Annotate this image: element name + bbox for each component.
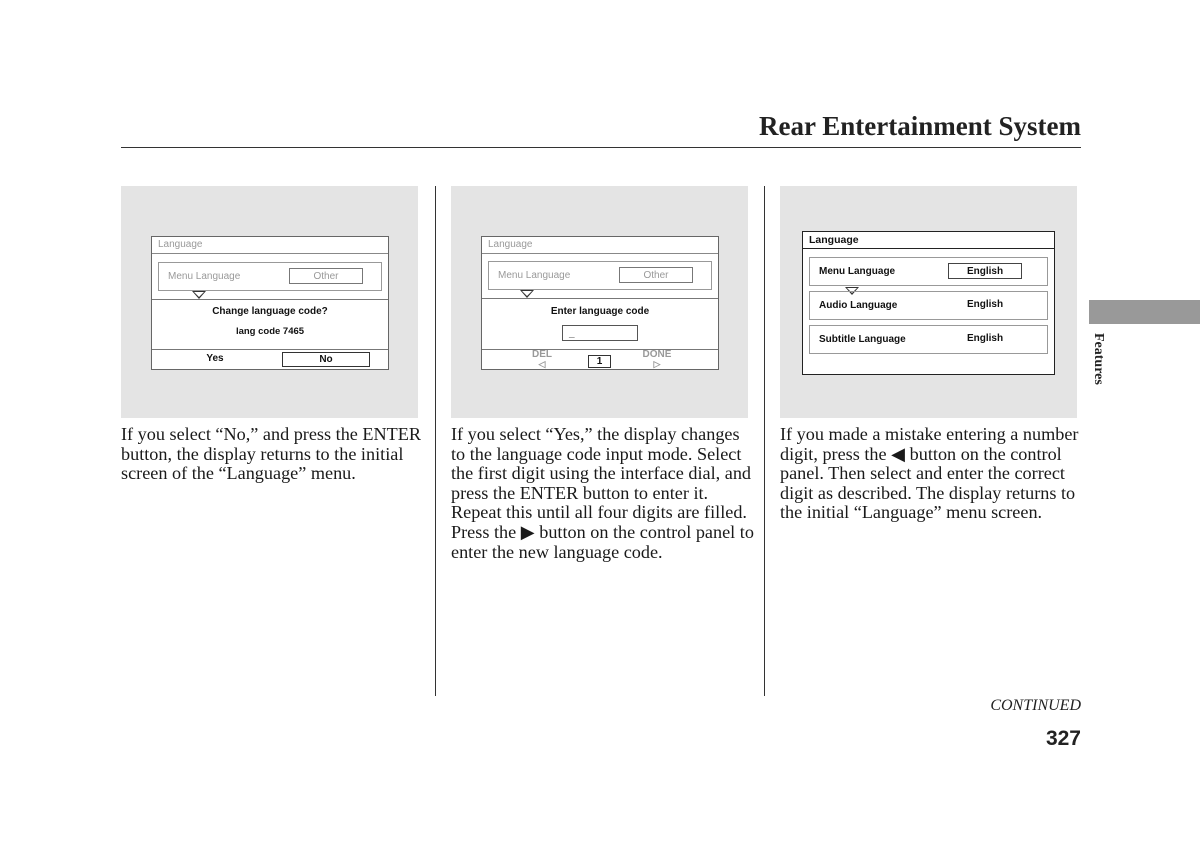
digit-selector[interactable]: 1 bbox=[588, 355, 611, 368]
display-screen bbox=[151, 236, 389, 370]
caption-no-selection: If you select “No,” and press the ENTER button, the display returns to the initial screen of the “Language” menu. bbox=[121, 424, 421, 484]
yes-button[interactable]: Yes bbox=[206, 353, 224, 364]
dialog-button-bar bbox=[152, 349, 388, 369]
audio-language-row[interactable] bbox=[809, 291, 1048, 320]
screen-title: Language bbox=[158, 239, 203, 250]
down-arrow-icon bbox=[192, 291, 206, 299]
row-label: Subtitle Language bbox=[819, 334, 906, 345]
row-label: Menu Language bbox=[168, 271, 241, 282]
screen-title: Language bbox=[809, 234, 859, 246]
input-button-bar bbox=[482, 349, 718, 369]
left-arrow-icon: ◁ bbox=[538, 359, 546, 369]
row-label: Audio Language bbox=[819, 300, 898, 311]
delete-button[interactable] bbox=[522, 349, 562, 369]
subtitle-language-row[interactable] bbox=[809, 325, 1048, 354]
illustration-panel-language-menu bbox=[780, 186, 1077, 418]
no-button[interactable]: No bbox=[282, 352, 370, 367]
display-screen bbox=[802, 231, 1055, 375]
page-number: 327 bbox=[1045, 727, 1081, 750]
column-divider bbox=[764, 186, 765, 696]
column-divider bbox=[435, 186, 436, 696]
row-value: English bbox=[966, 333, 1004, 344]
row-value: Other bbox=[289, 268, 363, 284]
caption-yes-selection: If you select “Yes,” the display changes to the language code input mode. Select the first digit using the interface dial, and press the ENTER button to enter it. Repeat this until all four digits are filled. Press the ▶ button on the control panel to enter the new language code. bbox=[451, 424, 754, 562]
row-label: Menu Language bbox=[498, 270, 571, 281]
down-arrow-icon bbox=[520, 290, 534, 298]
section-label: Features bbox=[1091, 333, 1106, 385]
row-value: English bbox=[966, 299, 1004, 310]
illustration-panel-enter-code bbox=[451, 186, 748, 418]
row-label: Menu Language bbox=[819, 266, 896, 277]
row-value: Other bbox=[619, 267, 693, 283]
language-code-text: lang code 7465 bbox=[235, 326, 305, 337]
continued-note: CONTINUED bbox=[990, 697, 1081, 714]
done-label: DONE bbox=[642, 349, 672, 360]
illustration-panel-change-code bbox=[121, 186, 418, 418]
right-arrow-icon: ▷ bbox=[653, 359, 661, 369]
delete-label: DEL bbox=[532, 349, 552, 360]
dialog-prompt: Change language code? bbox=[212, 306, 328, 317]
row-value: English bbox=[948, 263, 1022, 279]
done-button[interactable] bbox=[634, 349, 680, 369]
display-screen bbox=[481, 236, 719, 370]
section-tab bbox=[1089, 300, 1200, 324]
page-title: Rear Entertainment System bbox=[759, 111, 1081, 141]
caption-correct-digit: If you made a mistake entering a number digit, press the ◀ button on the control panel. Then select and enter the correct digit as described. The display returns to the initial “Language” menu screen. bbox=[780, 424, 1079, 523]
menu-language-row[interactable] bbox=[809, 257, 1048, 286]
menu-language-row bbox=[158, 262, 382, 291]
menu-language-row bbox=[488, 261, 712, 290]
dialog-prompt: Enter language code bbox=[550, 306, 650, 317]
screen-title: Language bbox=[488, 239, 533, 250]
language-code-input[interactable]: _ bbox=[562, 325, 638, 341]
title-rule bbox=[121, 147, 1081, 148]
